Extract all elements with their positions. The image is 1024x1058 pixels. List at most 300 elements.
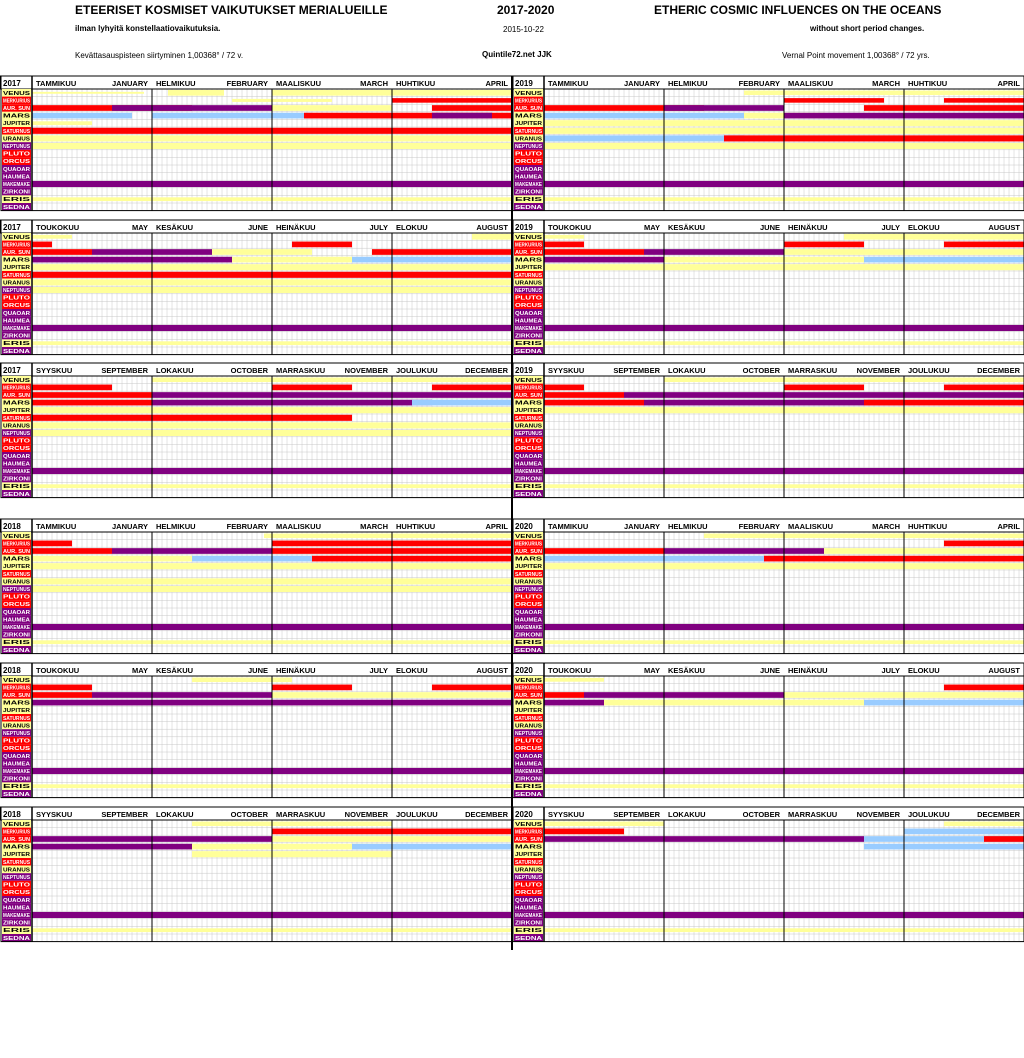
month-label-fi: TOUKOKUU xyxy=(36,223,80,232)
panel-year: 2017 xyxy=(3,366,21,375)
month-label-fi: HELMIKUU xyxy=(156,522,196,531)
planet-label: ZIRKONI xyxy=(515,476,543,483)
planet-label: VENUS xyxy=(3,234,31,241)
month-label-en: AUGUST xyxy=(988,666,1020,675)
influence-bar xyxy=(152,400,432,406)
planet-label: PLUTO xyxy=(515,295,542,302)
influence-bar xyxy=(844,234,1024,240)
planet-label: JUPITER xyxy=(515,265,543,272)
month-label-en: JULY xyxy=(369,223,388,232)
influence-bar xyxy=(112,105,272,111)
planet-label: SEDNA xyxy=(515,491,543,498)
influence-bar xyxy=(544,400,644,406)
month-label-en: FEBRUARY xyxy=(226,79,268,88)
planet-label: MARS xyxy=(515,400,543,407)
planet-label: PLUTO xyxy=(3,738,30,745)
influence-bar xyxy=(864,400,1024,406)
planet-label: VENUS xyxy=(515,533,543,540)
planet-label: ZIRKONI xyxy=(515,632,543,639)
influence-bar xyxy=(544,829,624,835)
planet-label: SATURNUS xyxy=(515,272,543,279)
planet-label: ERIS xyxy=(3,928,32,935)
influence-bar xyxy=(232,257,352,263)
planet-label: HAUMEA xyxy=(3,461,31,468)
month-label-fi: MARRASKUU xyxy=(788,366,838,375)
influence-bar xyxy=(32,541,72,547)
month-label-fi: KESÄKUU xyxy=(668,666,706,675)
planet-label: ORCUS xyxy=(3,602,31,609)
month-label-en: MAY xyxy=(644,666,660,675)
panel-year: 2018 xyxy=(3,810,21,819)
planet-label: PLUTO xyxy=(3,594,30,601)
month-label-en: NOVEMBER xyxy=(344,810,388,819)
planet-label: AUR. SUN xyxy=(3,549,31,555)
month-label-fi: HUHTIKUU xyxy=(908,522,948,531)
month-label-en: AUGUST xyxy=(988,223,1020,232)
planet-label: VENUS xyxy=(515,377,543,384)
planet-label: AUR. SUN xyxy=(3,837,31,843)
planet-label: VENUS xyxy=(3,90,31,97)
influence-bar xyxy=(664,548,824,554)
planet-label: ORCUS xyxy=(3,159,31,166)
influence-bar xyxy=(544,249,644,255)
influence-bar xyxy=(544,548,664,554)
panel-year: 2019 xyxy=(515,366,533,375)
month-label-en: SEPTEMBER xyxy=(613,810,660,819)
influence-bar xyxy=(292,242,352,248)
title-en: ETHERIC COSMIC INFLUENCES ON THE OCEANS xyxy=(654,3,942,17)
influence-bar xyxy=(264,534,512,539)
influence-bar xyxy=(864,105,1024,111)
planet-label: QUAOAR xyxy=(3,310,31,317)
planet-label: URANUS xyxy=(515,423,543,430)
influence-bar xyxy=(784,385,864,391)
subtitle-en: without short period changes. xyxy=(810,24,925,33)
influence-bar xyxy=(372,249,512,255)
planet-label: JUPITER xyxy=(515,408,543,415)
planet-label: SATURNUS xyxy=(515,571,543,578)
influence-bar xyxy=(32,113,132,119)
planet-label: URANUS xyxy=(515,579,543,586)
influence-bar xyxy=(664,105,784,111)
influence-bar xyxy=(544,385,584,391)
month-label-fi: MAALISKUU xyxy=(276,79,321,88)
influence-bar xyxy=(32,249,92,255)
influence-bar xyxy=(764,556,1024,562)
month-label-fi: TAMMIKUU xyxy=(548,79,589,88)
planet-label: HAUMEA xyxy=(3,617,31,624)
planet-label: PLUTO xyxy=(515,438,542,445)
panel-year: 2017 xyxy=(3,223,21,232)
month-label-fi: MARRASKUU xyxy=(276,366,326,375)
influence-bar xyxy=(944,822,1024,827)
influence-bar xyxy=(152,113,312,119)
planet-label: NEPTUNUS xyxy=(515,875,543,881)
influence-bar xyxy=(168,90,224,96)
planet-label: HAUMEA xyxy=(3,174,31,181)
influence-bar xyxy=(392,98,512,103)
influence-bar xyxy=(984,836,1024,842)
subtitle-fi: ilman lyhyitä konstellaatiovaikutuksia. xyxy=(75,24,221,33)
planet-label: URANUS xyxy=(515,280,543,287)
planet-label: AUR. SUN xyxy=(515,250,543,256)
planet-label: ERIS xyxy=(515,484,544,491)
planet-label: ERIS xyxy=(515,341,544,348)
planet-label: MAKEMAKE xyxy=(3,469,31,475)
influence-bar xyxy=(232,99,332,102)
influence-bar xyxy=(192,822,392,827)
planet-label: SATURNUS xyxy=(515,415,543,422)
planet-label: URANUS xyxy=(3,136,31,143)
planet-label: MERKURIUS xyxy=(515,98,543,105)
influence-bar xyxy=(604,700,864,706)
planet-label: URANUS xyxy=(515,136,543,143)
planet-label: ERIS xyxy=(515,928,544,935)
influence-bar xyxy=(112,548,272,554)
planet-label: QUAOAR xyxy=(3,897,31,904)
planet-label: PLUTO xyxy=(515,594,542,601)
planet-label: SEDNA xyxy=(3,348,31,355)
planet-label: NEPTUNUS xyxy=(515,288,543,294)
planet-label: VENUS xyxy=(3,821,31,828)
planet-label: MARS xyxy=(515,257,543,264)
planet-label: SEDNA xyxy=(3,791,31,798)
month-label-en: JANUARY xyxy=(624,79,660,88)
planet-label: MARS xyxy=(3,257,31,264)
planet-label: MARS xyxy=(515,556,543,563)
month-label-fi: KESÄKUU xyxy=(156,223,194,232)
planet-label: MERKURIUS xyxy=(515,829,543,836)
month-label-en: JUNE xyxy=(247,223,268,232)
planet-label: MAKEMAKE xyxy=(515,625,543,631)
planet-label: JUPITER xyxy=(3,564,31,571)
influence-bar xyxy=(644,249,784,255)
planet-label: MERKURIUS xyxy=(515,385,543,392)
influence-bar xyxy=(544,700,604,706)
planet-label: ORCUS xyxy=(515,746,543,753)
influence-bar xyxy=(152,378,512,383)
month-label-fi: ELOKUU xyxy=(908,223,940,232)
month-label-en: DECEMBER xyxy=(465,366,508,375)
influence-bar xyxy=(32,92,144,94)
planet-label: SEDNA xyxy=(515,935,543,942)
influence-bar xyxy=(944,685,1024,691)
month-label-en: JULY xyxy=(881,666,900,675)
month-label-en: OCTOBER xyxy=(230,810,268,819)
planet-label: ZIRKONI xyxy=(3,632,31,639)
planet-label: SATURNUS xyxy=(515,859,543,866)
influence-bar xyxy=(544,257,664,263)
planet-label: HAUMEA xyxy=(3,318,31,325)
planet-label: NEPTUNUS xyxy=(3,731,31,737)
influence-bar xyxy=(32,844,192,850)
influence-bar xyxy=(92,692,272,698)
influence-bar xyxy=(624,392,1024,398)
planet-label: AUR. SUN xyxy=(515,106,543,112)
influence-bar xyxy=(544,235,584,239)
panel-year: 2020 xyxy=(515,522,533,531)
month-label-fi: SYYSKUU xyxy=(36,810,73,819)
planet-label: JUPITER xyxy=(515,852,543,859)
influence-bar xyxy=(544,822,664,827)
month-label-en: DECEMBER xyxy=(465,810,508,819)
influence-bar xyxy=(724,135,1024,141)
influence-bar xyxy=(584,692,784,698)
planet-label: ERIS xyxy=(3,484,32,491)
influence-bar xyxy=(432,113,492,119)
planet-label: MERKURIUS xyxy=(3,829,31,836)
month-label-fi: SYYSKUU xyxy=(548,810,585,819)
month-label-en: APRIL xyxy=(997,522,1020,531)
influence-bar xyxy=(784,98,884,103)
planet-label: ZIRKONI xyxy=(515,189,543,196)
planet-label: QUAOAR xyxy=(3,753,31,760)
month-label-en: FEBRUARY xyxy=(738,79,780,88)
planet-label: ERIS xyxy=(3,640,32,647)
month-label-en: NOVEMBER xyxy=(344,366,388,375)
month-label-en: JULY xyxy=(881,223,900,232)
planet-label: ZIRKONI xyxy=(3,920,31,927)
planet-label: ORCUS xyxy=(3,746,31,753)
month-label-fi: HEINÄKUU xyxy=(788,223,828,232)
influence-bar xyxy=(352,844,512,850)
planet-label: PLUTO xyxy=(3,438,30,445)
planet-label: MERKURIUS xyxy=(3,98,31,105)
influence-bar xyxy=(904,829,1024,835)
planet-label: MERKURIUS xyxy=(3,685,31,692)
planet-label: MAKEMAKE xyxy=(3,326,31,332)
month-label-fi: LOKAKUU xyxy=(156,810,194,819)
planet-label: MARS xyxy=(515,700,543,707)
month-label-en: MARCH xyxy=(872,79,900,88)
planet-label: AUR. SUN xyxy=(515,693,543,699)
planet-label: SATURNUS xyxy=(3,272,31,279)
month-label-fi: MAALISKUU xyxy=(788,522,833,531)
month-label-fi: HEINÄKUU xyxy=(276,666,316,675)
planet-label: PLUTO xyxy=(515,882,542,889)
planet-label: VENUS xyxy=(3,677,31,684)
planet-label: AUR. SUN xyxy=(515,837,543,843)
month-label-en: APRIL xyxy=(997,79,1020,88)
influence-bar xyxy=(944,242,1024,248)
month-label-en: JUNE xyxy=(759,223,780,232)
planet-label: NEPTUNUS xyxy=(515,431,543,437)
month-label-fi: TAMMIKUU xyxy=(36,79,77,88)
planet-label: QUAOAR xyxy=(3,609,31,616)
month-label-en: APRIL xyxy=(485,79,508,88)
month-label-en: OCTOBER xyxy=(742,810,780,819)
planet-label: URANUS xyxy=(3,867,31,874)
month-label-fi: TAMMIKUU xyxy=(36,522,77,531)
planet-label: ZIRKONI xyxy=(3,333,31,340)
planet-label: PLUTO xyxy=(3,882,30,889)
planet-label: HAUMEA xyxy=(515,461,543,468)
planet-label: ORCUS xyxy=(515,602,543,609)
influence-bar xyxy=(32,556,192,562)
influence-bar xyxy=(432,685,512,691)
planet-label: MERKURIUS xyxy=(515,541,543,548)
month-label-fi: JOULUKUU xyxy=(396,810,438,819)
planet-label: ORCUS xyxy=(515,303,543,310)
planet-label: HAUMEA xyxy=(515,174,543,181)
planet-label: MERKURIUS xyxy=(515,685,543,692)
planet-label: MAKEMAKE xyxy=(3,182,31,188)
planet-label: NEPTUNUS xyxy=(3,431,31,437)
month-label-en: DECEMBER xyxy=(977,810,1020,819)
planet-label: SATURNUS xyxy=(3,715,31,722)
month-label-fi: JOULUKUU xyxy=(396,366,438,375)
planet-label: AUR. SUN xyxy=(3,693,31,699)
month-label-en: NOVEMBER xyxy=(856,810,900,819)
influence-bar xyxy=(784,242,864,248)
planet-label: PLUTO xyxy=(3,151,30,158)
month-label-en: SEPTEMBER xyxy=(101,366,148,375)
planet-label: NEPTUNUS xyxy=(3,875,31,881)
month-label-fi: MAALISKUU xyxy=(788,79,833,88)
planet-label: MAKEMAKE xyxy=(515,326,543,332)
month-label-fi: KESÄKUU xyxy=(668,223,706,232)
planet-label: QUAOAR xyxy=(515,310,543,317)
month-label-en: OCTOBER xyxy=(230,366,268,375)
planet-label: SEDNA xyxy=(515,204,543,211)
planet-label: JUPITER xyxy=(515,708,543,715)
influence-bar xyxy=(432,105,512,111)
planet-label: JUPITER xyxy=(3,408,31,415)
planet-label: ZIRKONI xyxy=(515,776,543,783)
influence-bar xyxy=(192,556,312,562)
planet-label: JUPITER xyxy=(515,564,543,571)
planet-label: MAKEMAKE xyxy=(3,769,31,775)
planet-label: VENUS xyxy=(515,821,543,828)
influence-bar xyxy=(32,235,72,239)
planet-label: SATURNUS xyxy=(3,859,31,866)
planet-label: MAKEMAKE xyxy=(515,913,543,919)
month-label-fi: JOULUKUU xyxy=(908,810,950,819)
month-label-en: AUGUST xyxy=(476,223,508,232)
month-label-fi: HELMIKUU xyxy=(156,79,196,88)
influence-bar xyxy=(664,257,864,263)
influence-bar xyxy=(864,844,1024,850)
planet-label: NEPTUNUS xyxy=(515,587,543,593)
planet-label: QUAOAR xyxy=(3,166,31,173)
influence-bar xyxy=(544,135,744,141)
planet-label: NEPTUNUS xyxy=(3,288,31,294)
planet-label: NEPTUNUS xyxy=(515,144,543,150)
influence-bar xyxy=(32,400,152,406)
planet-label: MARS xyxy=(3,700,31,707)
planet-label: MAKEMAKE xyxy=(515,182,543,188)
planet-label: NEPTUNUS xyxy=(3,587,31,593)
month-label-fi: HUHTIKUU xyxy=(396,522,436,531)
influence-bar xyxy=(352,257,512,263)
influence-bar xyxy=(32,392,152,398)
planet-label: MERKURIUS xyxy=(3,242,31,249)
planet-label: QUAOAR xyxy=(515,166,543,173)
planet-label: VENUS xyxy=(3,533,31,540)
month-label-en: SEPTEMBER xyxy=(101,810,148,819)
planet-label: VENUS xyxy=(515,677,543,684)
planet-label: MAKEMAKE xyxy=(515,469,543,475)
planet-label: ORCUS xyxy=(515,159,543,166)
month-label-fi: ELOKUU xyxy=(908,666,940,675)
planet-label: SATURNUS xyxy=(3,128,31,135)
month-label-fi: JOULUKUU xyxy=(908,366,950,375)
month-label-en: JANUARY xyxy=(112,79,148,88)
planet-label: VENUS xyxy=(515,234,543,241)
planet-label: URANUS xyxy=(3,579,31,586)
panel-year: 2020 xyxy=(515,810,533,819)
planet-label: JUPITER xyxy=(515,121,543,128)
planet-label: ZIRKONI xyxy=(3,476,31,483)
planet-label: NEPTUNUS xyxy=(515,731,543,737)
planet-label: SEDNA xyxy=(515,647,543,654)
planet-label: QUAOAR xyxy=(3,453,31,460)
planet-label: QUAOAR xyxy=(515,609,543,616)
influence-bar xyxy=(32,692,92,698)
planet-label: HAUMEA xyxy=(515,761,543,768)
month-label-en: SEPTEMBER xyxy=(613,366,660,375)
month-label-en: JUNE xyxy=(247,666,268,675)
planet-label: MARS xyxy=(515,113,543,120)
influence-bar xyxy=(32,415,352,421)
month-label-en: MARCH xyxy=(872,522,900,531)
planet-label: MERKURIUS xyxy=(3,541,31,548)
month-label-fi: TOUKOKUU xyxy=(548,666,592,675)
month-label-en: JANUARY xyxy=(624,522,660,531)
planet-label: ORCUS xyxy=(515,446,543,453)
month-label-fi: MARRASKUU xyxy=(788,810,838,819)
note-fi: Kevättasauspisteen siirtyminen 1,00368° / 72 v. xyxy=(75,51,244,60)
influence-bar xyxy=(32,548,112,554)
planet-label: MARS xyxy=(3,844,31,851)
influence-bar xyxy=(32,242,52,248)
panel-year: 2019 xyxy=(515,79,533,88)
planet-label: SATURNUS xyxy=(3,571,31,578)
month-label-en: JUNE xyxy=(759,666,780,675)
planet-label: URANUS xyxy=(3,423,31,430)
month-label-fi: HUHTIKUU xyxy=(908,79,948,88)
planet-label: SATURNUS xyxy=(3,415,31,422)
influence-bar xyxy=(152,392,512,398)
planet-label: MAKEMAKE xyxy=(3,913,31,919)
influence-bar xyxy=(432,385,512,391)
planet-label: MARS xyxy=(3,400,31,407)
month-label-fi: HELMIKUU xyxy=(668,522,708,531)
planet-label: JUPITER xyxy=(3,708,31,715)
panel-year: 2017 xyxy=(3,79,21,88)
panel-year: 2018 xyxy=(3,666,21,675)
influence-bar xyxy=(192,678,292,683)
planet-label: MARS xyxy=(3,113,31,120)
month-label-fi: LOKAKUU xyxy=(668,810,706,819)
month-label-en: MARCH xyxy=(360,79,388,88)
planet-label: PLUTO xyxy=(515,738,542,745)
influence-bar xyxy=(944,385,1024,391)
month-label-fi: ELOKUU xyxy=(396,666,428,675)
influence-bar xyxy=(412,400,512,406)
influence-bar xyxy=(544,692,584,698)
planet-label: HAUMEA xyxy=(515,617,543,624)
panel-year: 2018 xyxy=(3,522,21,531)
planet-label: SEDNA xyxy=(515,348,543,355)
planet-label: ERIS xyxy=(3,341,32,348)
planet-label: ERIS xyxy=(515,784,544,791)
influence-bar xyxy=(472,234,512,240)
month-label-fi: HELMIKUU xyxy=(668,79,708,88)
planet-label: MARS xyxy=(3,556,31,563)
planet-label: JUPITER xyxy=(3,121,31,128)
influence-bar xyxy=(272,105,392,111)
